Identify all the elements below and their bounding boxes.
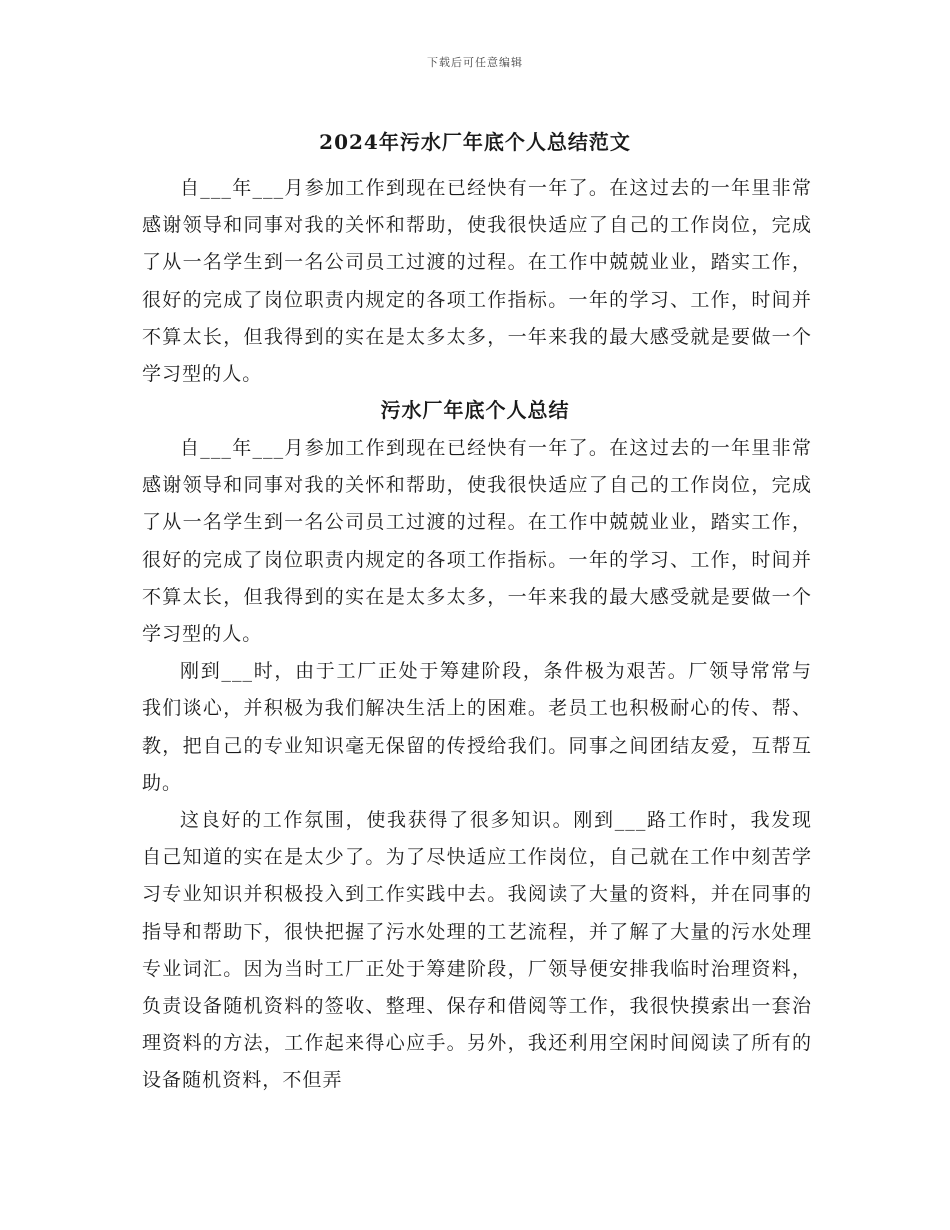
document-title: 2024年污水厂年底个人总结范文 bbox=[319, 130, 631, 154]
summary-section bbox=[142, 430, 812, 1100]
header-note: 下载后可任意编辑 bbox=[427, 56, 523, 69]
intro-paragraph: 自___年___月参加工作到现在已经快有一年了。在这过去的一年里非常感谢领导和同事对我的关怀和帮助，使我很快适应了自己的工作岗位，完成了从一名学生到一名公司员工过渡的过程。在工作中兢兢业业，踏实工作，很好的完成了岗位职责内规定的各项工作指标。一年的学习、工作，时间并不算太长，但我得到的实在是太多太多，一年来我的最大感受就是要做一个学习型的人。 bbox=[142, 177, 812, 386]
body-paragraph-3: 这良好的工作氛围，使我获得了很多知识。刚到___路工作时，我发现自己知道的实在是太少了。为了尽快适应工作岗位，自己就在工作中刻苦学习专业知识并积极投入到工作实践中去。我阅读了大量的资料，并在同事的指导和帮助下，很快把握了污水处理的工艺流程，并了解了大量的污水处理专业词汇。因为当时工厂正处于筹建阶段，厂领导便安排我临时治理资料，负责设备随机资料的签收、整理、保存和借阅等工作，我很快摸索出一套治理资料的方法，工作起来得心应手。另外，我还利用空闲时间阅读了所有的设备随机资料，不但弄 bbox=[142, 809, 812, 1092]
section-heading: 污水厂年底个人总结 bbox=[380, 398, 570, 422]
intro-section bbox=[142, 170, 812, 393]
body-paragraph-1: 自___年___月参加工作到现在已经快有一年了。在这过去的一年里非常感谢领导和同事对我的关怀和帮助，使我很快适应了自己的工作岗位，完成了从一名学生到一名公司员工过渡的过程。在工作中兢兢业业，踏实工作，很好的完成了岗位职责内规定的各项工作指标。一年的学习、工作，时间并不算太长，但我得到的实在是太多太多，一年来我的最大感受就是要做一个学习型的人。 bbox=[142, 437, 812, 646]
body-paragraph-2: 刚到___时，由于工厂正处于筹建阶段，条件极为艰苦。厂领导常常与我们谈心，并积极为我们解决生活上的困难。老员工也积极耐心的传、帮、教，把自己的专业知识毫无保留的传授给我们。同事之间团结友爱，互帮互助。 bbox=[142, 660, 812, 794]
